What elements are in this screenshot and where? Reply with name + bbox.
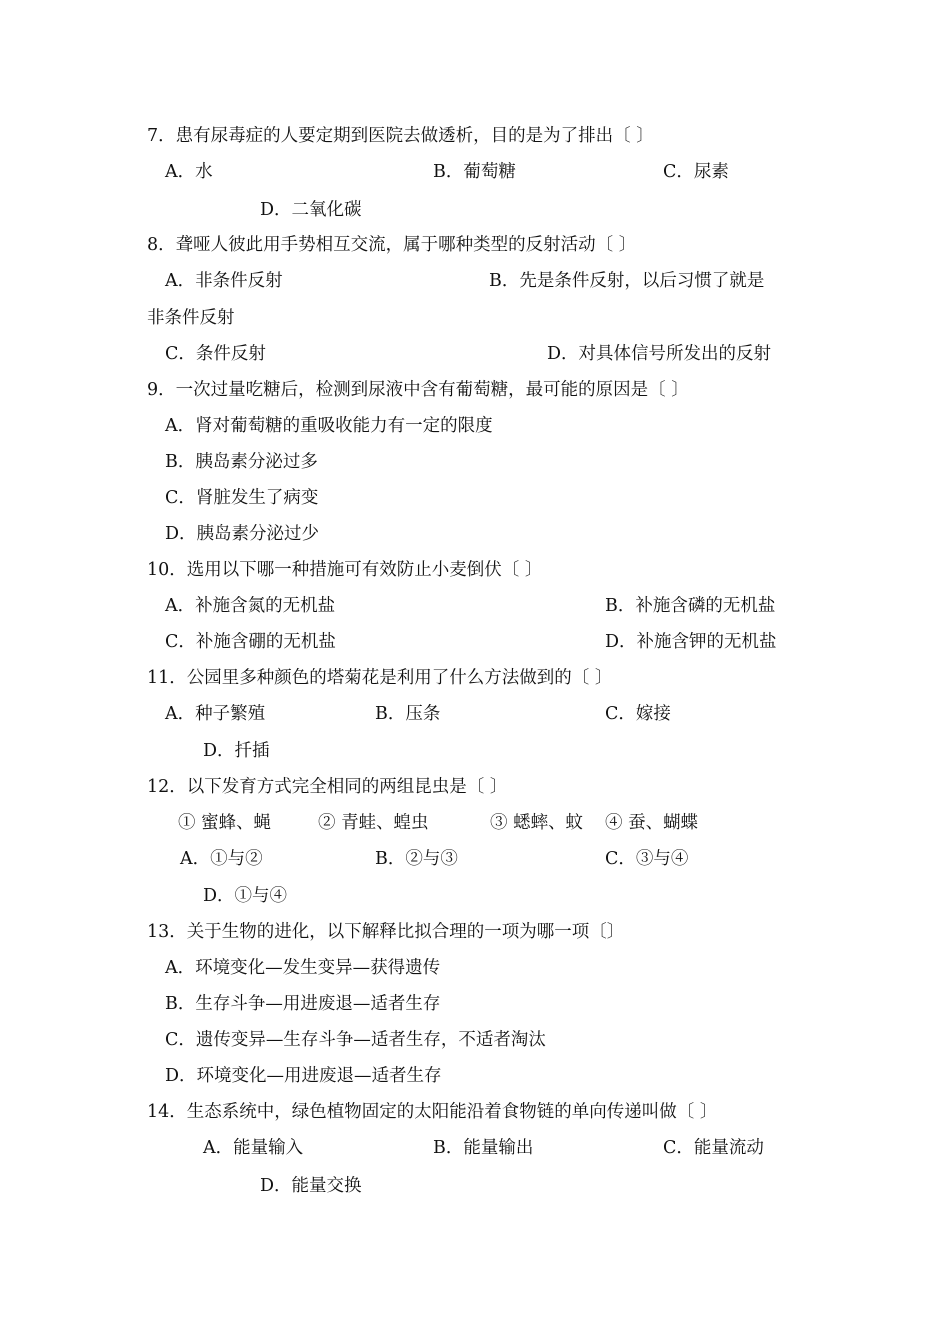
q12-option-d: D．①与④: [203, 886, 288, 906]
q8-option-c: C．条件反射: [165, 344, 266, 364]
q11-option-d: D．扦插: [203, 741, 270, 761]
q14-option-a: A．能量输入: [203, 1138, 304, 1158]
q10-option-a: A．补施含氮的无机盐: [165, 596, 336, 616]
q12-stem: 12．以下发育方式完全相同的两组昆虫是〔 〕: [147, 777, 508, 797]
q9-option-a: A．肾对葡萄糖的重吸收能力有一定的限度: [165, 416, 493, 436]
q12-item-3: ③ 蟋蟀、蚊: [490, 813, 584, 833]
q7-option-c: C．尿素: [663, 162, 729, 182]
q11-option-b: B．压条: [375, 704, 441, 724]
q10-option-c: C．补施含硼的无机盐: [165, 632, 336, 652]
q9-stem: 9．一次过量吃糖后，检测到尿液中含有葡萄糖，最可能的原因是〔 〕: [147, 380, 689, 400]
q13-option-c: C．遗传变异—生存斗争—适者生存，不适者淘汰: [165, 1030, 546, 1050]
q12-item-1: ① 蜜蜂、蝇: [178, 813, 272, 833]
q11-option-a: A．种子繁殖: [165, 704, 266, 724]
q7-option-b: B．葡萄糖: [433, 162, 516, 182]
q12-item-4: ④ 蚕、蝴蝶: [605, 813, 699, 833]
q14-stem: 14．生态系统中，绿色植物固定的太阳能沿着食物链的单向传递叫做〔 〕: [147, 1102, 718, 1122]
q7-option-a: A．水: [165, 162, 213, 182]
q13-option-b: B．生存斗争—用进废退—适者生存: [165, 994, 441, 1014]
q12-option-a: A．①与②: [180, 849, 263, 869]
q11-stem: 11．公园里多种颜色的塔菊花是利用了什么方法做到的〔 〕: [147, 668, 613, 688]
q12-option-c: C．③与④: [605, 849, 689, 869]
q13-option-d: D．环境变化—用进废退—适者生存: [165, 1066, 442, 1086]
q10-stem: 10．选用以下哪一种措施可有效防止小麦倒伏〔 〕: [147, 560, 543, 580]
q8-option-b-line2: 非条件反射: [147, 308, 235, 328]
q9-option-c: C．肾脏发生了病变: [165, 488, 319, 508]
q13-option-a: A．环境变化—发生变异—获得遗传: [165, 958, 441, 978]
q10-option-d: D．补施含钾的无机盐: [605, 632, 777, 652]
q12-item-2: ② 青蛙、蝗虫: [318, 813, 429, 833]
q14-option-b: B．能量输出: [433, 1138, 534, 1158]
q14-option-d: D．能量交换: [260, 1176, 362, 1196]
q7-option-d: D．二氧化碳: [260, 200, 362, 220]
q8-option-a: A．非条件反射: [165, 271, 283, 291]
q8-stem: 8．聋哑人彼此用手势相互交流，属于哪种类型的反射活动〔 〕: [147, 235, 637, 255]
q14-option-c: C．能量流动: [663, 1138, 764, 1158]
q11-option-c: C．嫁接: [605, 704, 671, 724]
q8-option-b-line1: B．先是条件反射，以后习惯了就是: [489, 271, 765, 291]
q8-option-d: D．对具体信号所发出的反射: [547, 344, 772, 364]
q13-stem: 13．关于生物的进化，以下解释比拟合理的一项为哪一项〔〕: [147, 922, 625, 942]
q9-option-b: B．胰岛素分泌过多: [165, 452, 318, 472]
q7-stem: 7．患有尿毒症的人要定期到医院去做透析，目的是为了排出〔 〕: [147, 126, 654, 146]
q12-option-b: B．②与③: [375, 849, 458, 869]
q9-option-d: D．胰岛素分泌过少: [165, 524, 320, 544]
q10-option-b: B．补施含磷的无机盐: [605, 596, 776, 616]
